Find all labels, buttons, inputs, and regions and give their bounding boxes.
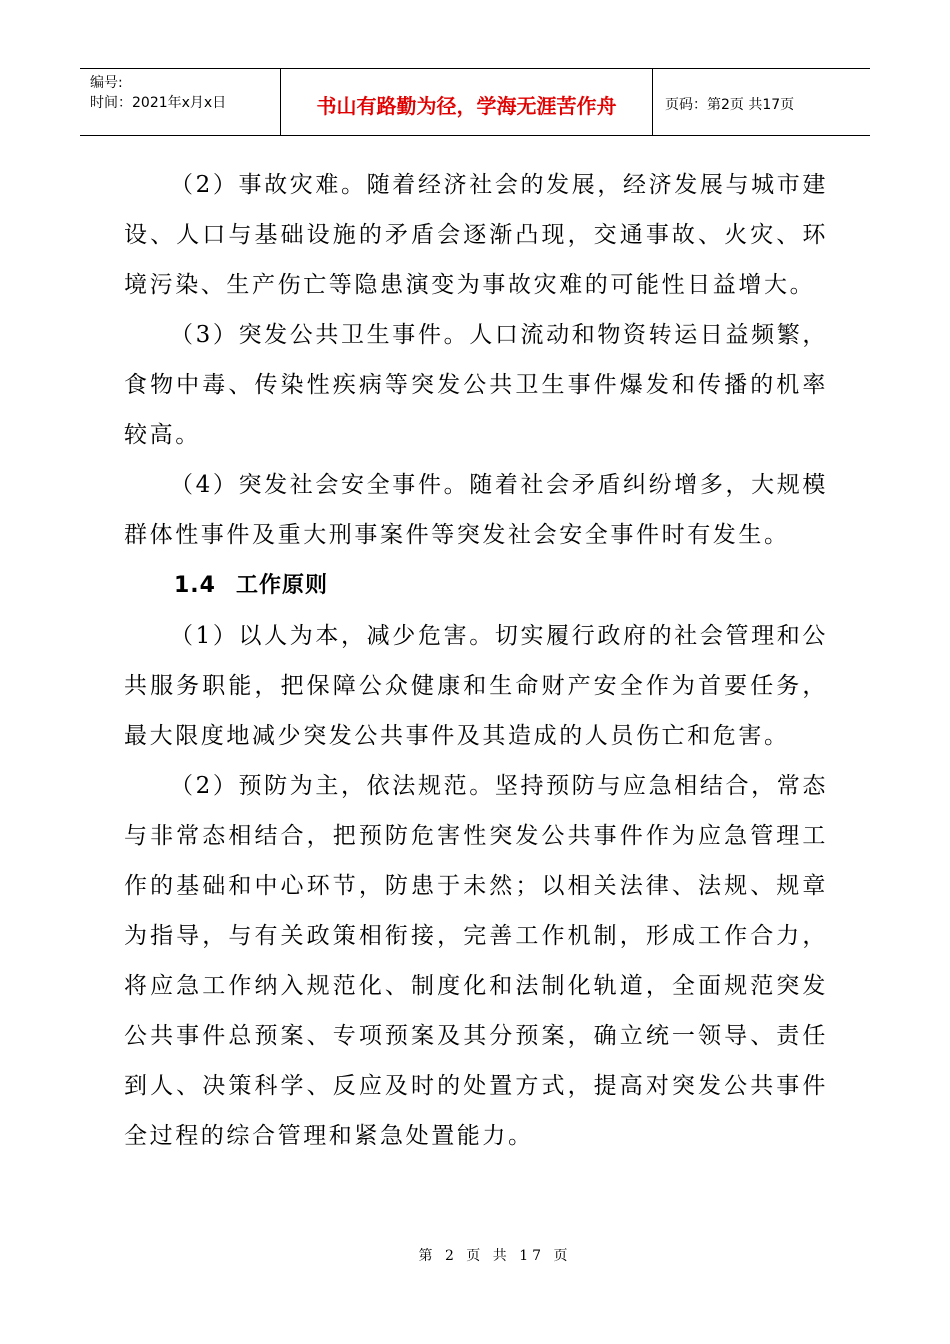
section-number: 1.4 <box>174 573 216 598</box>
paragraph: （2）事故灾难。随着经济社会的发展，经济发展与城市建设、人口与基础设施的矛盾会逐渐凸现，交通事故、火灾、环境污染、生产伤亡等隐患演变为事故灾难的可能性日益增大。 <box>124 172 828 298</box>
document-date: 时间：2021年x月x日 <box>90 95 227 111</box>
paragraph: （4）突发社会安全事件。随着社会矛盾纠纷增多，大规模群体性事件及重大刑事案件等突发社会安全事件时有发生。 <box>124 472 828 548</box>
header-page-info: 页码：第2页 共17页 <box>665 97 795 113</box>
page-footer: 第 2 页 共 17 页 <box>418 1248 572 1264</box>
document-number-label: 编号: <box>90 75 123 91</box>
document-body <box>124 160 828 1161</box>
section-title: 工作原则 <box>236 572 329 598</box>
section-heading <box>124 560 828 611</box>
paragraph: （3）突发公共卫生事件。人口流动和物资转运日益频繁，食物中毒、传染性疾病等突发公共卫生事件爆发和传播的机率较高。 <box>124 322 828 448</box>
paragraph: （2）预防为主，依法规范。坚持预防与应急相结合，常态与非常态相结合，把预防危害性突发公共事件作为应急管理工作的基础和中心环节，防患于未然；以相关法律、法规、规章为指导，与有关政策相衔接，完善工作机制，形成工作合力，将应急工作纳入规范化、制度化和法制化轨道，全面规范突发公共事件总预案、专项预案及其分预案，确立统一领导、责任到人、决策科学、反应及时的处置方式，提高对突发公共事件全过程的综合管理和紧急处置能力。 <box>124 773 828 1149</box>
header-motto: 书山有路勤为径，学海无涯苦作舟 <box>281 69 653 135</box>
paragraph: （1）以人为本，减少危害。切实履行政府的社会管理和公共服务职能，把保障公众健康和生命财产安全作为首要任务，最大限度地减少突发公共事件及其造成的人员伤亡和危害。 <box>124 623 828 749</box>
header-meta <box>80 69 281 135</box>
page-header <box>80 68 870 136</box>
